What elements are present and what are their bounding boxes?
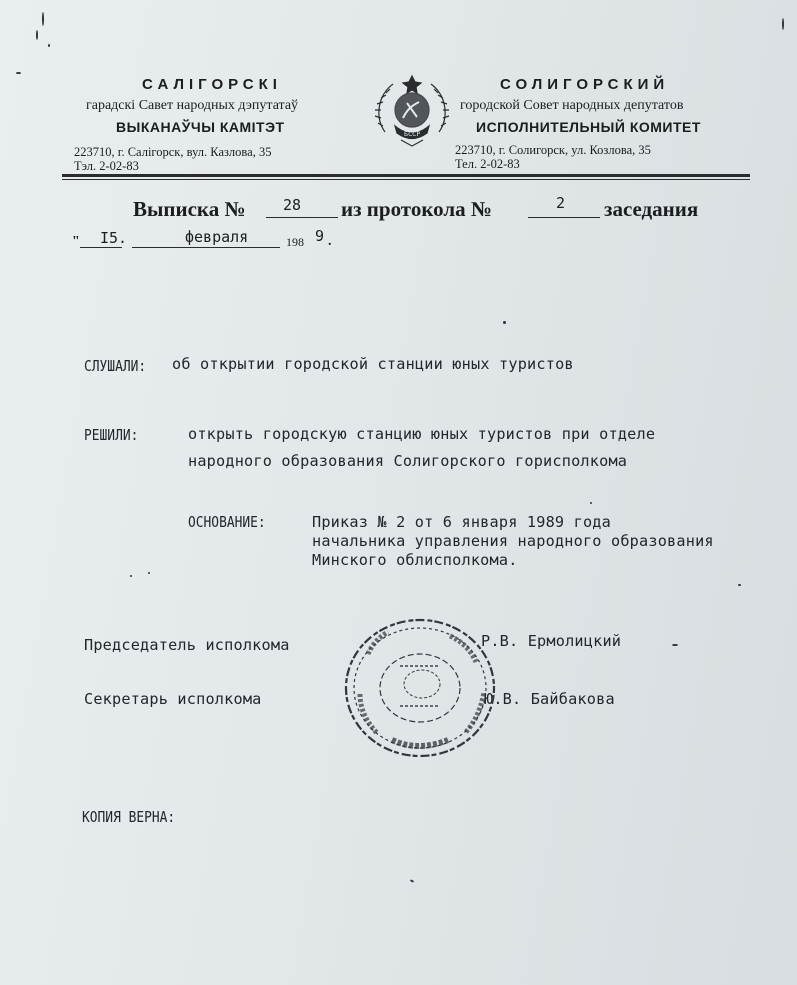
paper-speck: [672, 644, 678, 646]
bssr-coat-of-arms-icon: [371, 70, 453, 152]
paper-speck: [16, 72, 21, 74]
heard-label: СЛУШАЛИ:: [84, 357, 147, 375]
basis-line-3: Минского облисполкома.: [312, 551, 518, 569]
date-year-prefix: 198: [286, 235, 304, 249]
paper-speck: [42, 12, 44, 26]
decided-line-2: народного образования Солигорского горисполкома: [188, 452, 628, 470]
header-right-phone: Тел. 2-02-83: [455, 157, 520, 171]
date-day: I5.: [100, 229, 128, 247]
paper-speck: [503, 321, 506, 324]
header-right-council: городской Совет народных депутатов: [460, 98, 684, 113]
copy-certified-label: КОПИЯ ВЕРНА:: [82, 808, 176, 826]
basis-line-2: начальника управления народного образования: [312, 532, 714, 550]
basis-line-1: Приказ № 2 от 6 января 1989 года: [312, 513, 611, 531]
paper-speck: [148, 572, 150, 574]
heard-text: об открытии городской станции юных туристов: [172, 355, 574, 373]
decided-label: РЕШИЛИ:: [84, 426, 139, 444]
paper-speck: [36, 30, 38, 40]
header-left-title: САЛІГОРСКІ: [142, 76, 282, 93]
extract-number: 28: [283, 196, 302, 214]
header-rule-thick: [62, 174, 750, 177]
paper-speck: [48, 44, 50, 47]
chairman-title: Председатель исполкома: [84, 636, 290, 654]
extract-label: Выписка №: [133, 197, 246, 221]
date-year-suffix: .: [328, 234, 332, 249]
protocol-label: из протокола №: [341, 197, 493, 221]
paper-speck: [130, 575, 132, 577]
protocol-number: 2: [556, 194, 566, 212]
date-day-line: [80, 247, 122, 248]
extract-number-line: [266, 217, 338, 218]
header-left-committee: ВЫКАНАЎЧЫ КАМІТЭТ: [116, 119, 285, 135]
secretary-name: Ю.В. Байбакова: [484, 690, 615, 708]
secretary-title: Секретарь исполкома: [84, 690, 262, 708]
protocol-number-line: [528, 217, 600, 218]
round-official-seal-icon: [340, 614, 500, 762]
header-rule-thin: [62, 179, 750, 180]
svg-text:БССР: БССР: [404, 131, 421, 138]
paper-speck: [738, 584, 741, 586]
header-right-address: 223710, г. Солигорск, ул. Козлова, 35: [455, 143, 651, 157]
date-year-digit: 9: [315, 227, 325, 245]
header-right-title: СОЛИГОРСКИЙ: [500, 76, 670, 93]
header-left-address: 223710, г. Салігорск, вул. Казлова, 35: [74, 145, 272, 159]
chairman-name: Р.В. Ермолицкий: [481, 632, 622, 650]
decided-line-1: открыть городскую станцию юных туристов при отделе: [188, 425, 656, 443]
date-month-line: [132, 247, 280, 248]
header-left-council: гарадскі Савет народных дэпутатаў: [86, 98, 299, 113]
date-month: февраля: [185, 228, 249, 246]
paper-speck: [590, 502, 592, 504]
paper-speck: [782, 18, 784, 30]
paper-speck: [410, 879, 414, 883]
header-right-committee: ИСПОЛНИТЕЛЬНЫЙ КОМИТЕТ: [476, 119, 701, 135]
basis-label: ОСНОВАНИЕ:: [188, 513, 266, 531]
date-quote-mark: ": [72, 234, 80, 249]
header-left-phone: Тэл. 2-02-83: [74, 159, 139, 173]
meeting-label: заседания: [604, 197, 699, 221]
